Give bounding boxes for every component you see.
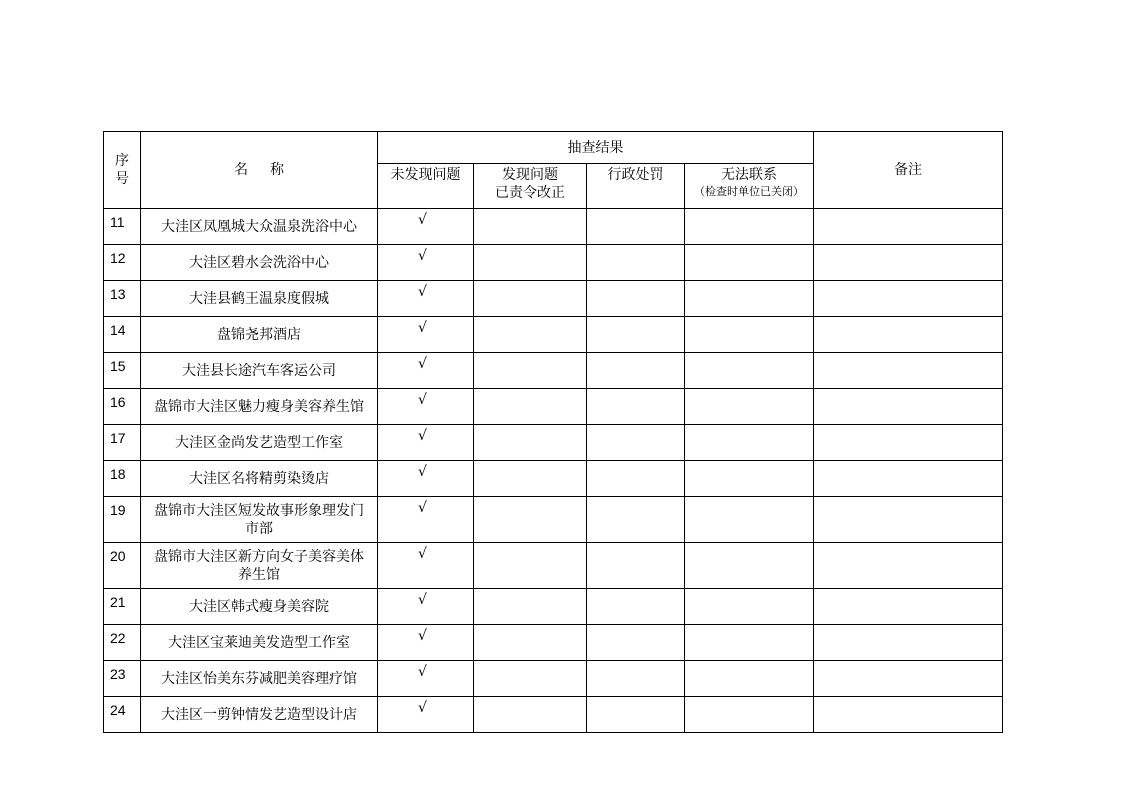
row-problem-corrected [474, 245, 587, 281]
row-remark [814, 389, 1003, 425]
table-body [104, 209, 1003, 733]
table-row [104, 497, 1003, 543]
row-remark [814, 497, 1003, 543]
row-remark [814, 589, 1003, 625]
row-penalty [587, 543, 685, 589]
row-unable-to-contact [685, 461, 814, 497]
row-remark [814, 209, 1003, 245]
table-row [104, 209, 1003, 245]
row-penalty [587, 389, 685, 425]
row-problem-corrected [474, 697, 587, 733]
header-administrative-penalty-label: 行政处罚 [607, 167, 664, 183]
row-seq: 24 [104, 697, 141, 733]
row-seq: 17 [104, 425, 141, 461]
header-name: 名称 [141, 132, 378, 209]
row-no-problem-check: √ [378, 389, 474, 425]
row-penalty [587, 245, 685, 281]
row-unable-to-contact [685, 543, 814, 589]
row-problem-corrected [474, 543, 587, 589]
row-penalty [587, 209, 685, 245]
row-name: 大洼区宝莱迪美发造型工作室 [141, 625, 378, 661]
row-seq: 23 [104, 661, 141, 697]
row-remark [814, 281, 1003, 317]
table-row [104, 425, 1003, 461]
header-inspection-result: 抽查结果 [378, 132, 814, 164]
row-remark [814, 461, 1003, 497]
row-no-problem-check: √ [378, 461, 474, 497]
row-unable-to-contact [685, 353, 814, 389]
row-problem-corrected [474, 461, 587, 497]
table-row [104, 281, 1003, 317]
header-unable-to-contact [685, 164, 814, 209]
table-row [104, 589, 1003, 625]
row-name: 大洼区韩式瘦身美容院 [141, 589, 378, 625]
row-unable-to-contact [685, 625, 814, 661]
row-penalty [587, 589, 685, 625]
row-seq: 20 [104, 543, 141, 589]
header-seq-line-2: 号 [115, 171, 129, 187]
row-name: 大洼县长途汽车客运公司 [141, 353, 378, 389]
row-penalty [587, 625, 685, 661]
table-row [104, 317, 1003, 353]
row-penalty [587, 461, 685, 497]
row-unable-to-contact [685, 317, 814, 353]
row-no-problem-check: √ [378, 543, 474, 589]
row-penalty [587, 425, 685, 461]
row-penalty [587, 281, 685, 317]
row-remark [814, 425, 1003, 461]
row-no-problem-check: √ [378, 245, 474, 281]
header-no-problem-found [378, 164, 474, 209]
row-remark [814, 543, 1003, 589]
row-penalty [587, 697, 685, 733]
header-unable-to-contact-label: 无法联系 [721, 167, 777, 183]
header-seq-line-1: 序 [115, 153, 129, 169]
row-problem-corrected [474, 661, 587, 697]
row-no-problem-check: √ [378, 353, 474, 389]
row-seq: 13 [104, 281, 141, 317]
row-seq: 22 [104, 625, 141, 661]
row-problem-corrected [474, 625, 587, 661]
row-name: 大洼区一剪钟情发艺造型设计店 [141, 697, 378, 733]
header-problem-found-line-2: 已责令改正 [495, 185, 565, 201]
row-unable-to-contact [685, 661, 814, 697]
row-remark [814, 245, 1003, 281]
row-problem-corrected [474, 589, 587, 625]
row-remark [814, 625, 1003, 661]
row-no-problem-check: √ [378, 661, 474, 697]
table-row [104, 661, 1003, 697]
row-no-problem-check: √ [378, 281, 474, 317]
row-problem-corrected [474, 317, 587, 353]
row-penalty [587, 661, 685, 697]
row-name: 大洼区碧水会洗浴中心 [141, 245, 378, 281]
row-name: 盘锦市大洼区魅力瘦身美容养生馆 [141, 389, 378, 425]
row-no-problem-check: √ [378, 209, 474, 245]
row-seq: 18 [104, 461, 141, 497]
row-no-problem-check: √ [378, 497, 474, 543]
row-seq: 11 [104, 209, 141, 245]
table-row [104, 353, 1003, 389]
row-problem-corrected [474, 353, 587, 389]
header-remark: 备注 [814, 132, 1003, 209]
row-unable-to-contact [685, 697, 814, 733]
row-unable-to-contact [685, 281, 814, 317]
inspection-results-table [103, 131, 1003, 733]
row-remark [814, 697, 1003, 733]
row-name: 大洼县鹤王温泉度假城 [141, 281, 378, 317]
header-no-problem-found-label: 未发现问题 [390, 167, 461, 183]
row-name: 大洼区凤凰城大众温泉洗浴中心 [141, 209, 378, 245]
row-name: 盘锦市大洼区新方向女子美容美体养生馆 [141, 543, 378, 589]
row-remark [814, 317, 1003, 353]
row-problem-corrected [474, 281, 587, 317]
table-row [104, 389, 1003, 425]
row-seq: 14 [104, 317, 141, 353]
table-row [104, 245, 1003, 281]
row-penalty [587, 317, 685, 353]
row-unable-to-contact [685, 425, 814, 461]
header-unable-to-contact-note: （检查时单位已关闭） [694, 185, 804, 198]
row-seq: 16 [104, 389, 141, 425]
table-row [104, 625, 1003, 661]
table-row [104, 697, 1003, 733]
row-seq: 21 [104, 589, 141, 625]
row-no-problem-check: √ [378, 625, 474, 661]
header-seq [104, 132, 141, 209]
table-row [104, 543, 1003, 589]
row-penalty [587, 497, 685, 543]
row-seq: 15 [104, 353, 141, 389]
row-no-problem-check: √ [378, 317, 474, 353]
row-remark [814, 353, 1003, 389]
row-problem-corrected [474, 497, 587, 543]
row-name: 大洼区金尚发艺造型工作室 [141, 425, 378, 461]
header-problem-found-corrected [474, 164, 587, 209]
row-remark [814, 661, 1003, 697]
row-seq: 12 [104, 245, 141, 281]
table-row [104, 461, 1003, 497]
row-no-problem-check: √ [378, 589, 474, 625]
row-unable-to-contact [685, 497, 814, 543]
row-name: 盘锦市大洼区短发故事形象理发门市部 [141, 497, 378, 543]
row-name: 大洼区名将精剪染烫店 [141, 461, 378, 497]
row-problem-corrected [474, 389, 587, 425]
row-seq: 19 [104, 497, 141, 543]
row-unable-to-contact [685, 245, 814, 281]
row-unable-to-contact [685, 209, 814, 245]
header-administrative-penalty [587, 164, 685, 209]
row-unable-to-contact [685, 589, 814, 625]
row-unable-to-contact [685, 389, 814, 425]
row-name: 盘锦尧邦酒店 [141, 317, 378, 353]
row-problem-corrected [474, 209, 587, 245]
header-problem-found-line-1: 发现问题 [502, 167, 558, 183]
row-name: 大洼区怡美东芬减肥美容理疗馆 [141, 661, 378, 697]
row-no-problem-check: √ [378, 697, 474, 733]
row-penalty [587, 353, 685, 389]
row-no-problem-check: √ [378, 425, 474, 461]
row-problem-corrected [474, 425, 587, 461]
